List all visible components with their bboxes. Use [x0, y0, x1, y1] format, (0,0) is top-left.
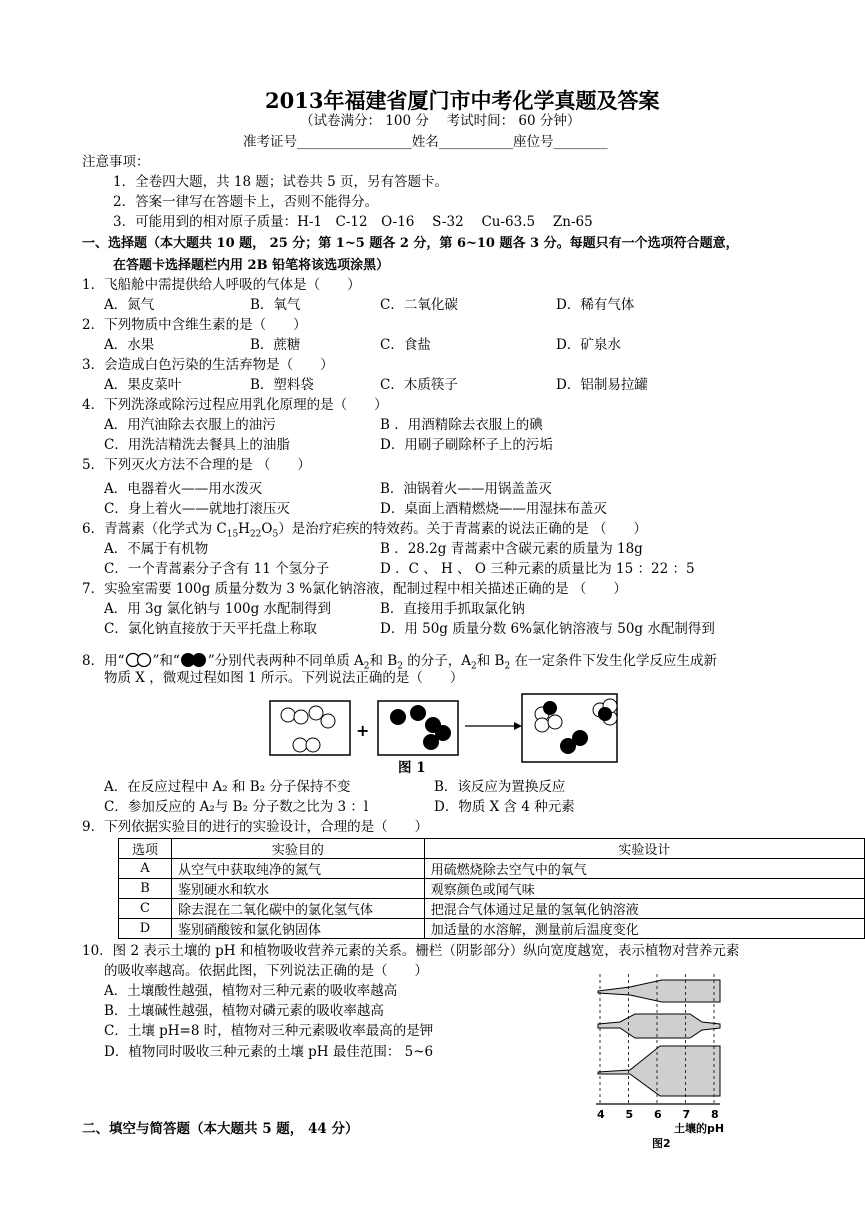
option-c: C．氯化钠直接放于天平托盘上称取	[104, 621, 317, 637]
note-item: 1．全卷四大题，共 18 题；试卷共 5 页，另有答题卡。	[113, 174, 449, 190]
question-stem: 3．会造成白色污染的生活弃物是（ ）	[82, 357, 334, 373]
table-header-row	[119, 839, 865, 859]
question-stem: 7．实验室需要 100g 质量分数为 3 %氯化钠溶液，配制过程中相关描述正确的是 （ ）	[82, 581, 627, 597]
option-b: B．蔗糖	[250, 337, 301, 353]
subscript: 2	[504, 661, 511, 672]
stem-text: 在一定条件下发生化学反应生成新	[510, 653, 717, 669]
option-c: C．用洗洁精洗去餐具上的油脂	[104, 437, 290, 453]
candidate-info-line: 准考证号_________________姓名___________座位号________	[243, 134, 608, 150]
table-cell: A	[119, 859, 172, 879]
option-a: A．水果	[104, 337, 155, 353]
option-d: D．铝制易拉罐	[556, 377, 648, 393]
figure-1-caption: 图 1	[398, 760, 426, 776]
stem-text: ”分别代表两种不同单质 A	[207, 653, 364, 669]
ph-tick-label: 4	[597, 1108, 605, 1121]
question-stem: 1．飞船舱中需提供给人呼吸的气体是（ ）	[82, 277, 361, 293]
option-b: B．土壤碱性越强，植物对磷元素的吸收率越高	[104, 1003, 384, 1019]
option-d: D．植物同时吸收三种元素的土壤 pH 最佳范围： 5~6	[104, 1044, 434, 1060]
table-cell: C	[119, 899, 172, 919]
experiment-table	[118, 838, 865, 939]
reactant-box-b2	[378, 701, 458, 755]
option-c: C．参加反应的 A₂与 B₂ 分子数之比为 3 ：l	[104, 799, 369, 815]
option-b: B．该反应为置换反应	[434, 779, 566, 795]
note-item: 2．答案一律写在答题卡上，否则不能得分。	[113, 194, 379, 210]
question-stem: 5．下列灭火方法不合理的是 （ ）	[82, 457, 311, 473]
table-cell: 用硫燃烧除去空气中的氧气	[424, 859, 864, 879]
ph-tick-label: 5	[625, 1108, 634, 1121]
figure-1-product-box	[520, 690, 620, 766]
question-stem: 2．下列物质中含维生素的是（ ）	[82, 317, 307, 333]
subscript: 22	[249, 529, 262, 540]
option-a: A．不属于有机物	[104, 541, 209, 557]
column-header: 实验目的	[171, 839, 424, 859]
reactant-box-a2	[270, 701, 350, 755]
section-heading-cont: 在答题卡选择题栏内用 2B 铅笔将该选项涂黑）	[113, 258, 390, 273]
table-row	[119, 879, 865, 899]
option-a: A．用汽油除去衣服上的油污	[104, 417, 276, 433]
stem-text: H	[238, 521, 250, 537]
option-d: D．用刷子刷除杯子上的污垢	[380, 437, 553, 453]
open-circles-icon	[125, 652, 153, 668]
question-stem	[82, 652, 717, 672]
option-d: D．物质 X 含 4 种元素	[434, 799, 575, 815]
subscript: 15	[226, 529, 239, 540]
question-stem	[82, 523, 647, 540]
stem-text: ”和“	[152, 653, 180, 669]
table-row	[119, 899, 865, 919]
option-c: C．食盐	[380, 337, 431, 353]
notes-header: 注意事项：	[82, 154, 150, 170]
option-a: A．在反应过程中 A₂ 和 B₂ 分子保持不变	[104, 779, 351, 795]
table-cell: 加适量的水溶解，测量前后温度变化	[424, 919, 864, 939]
subscript: 5	[272, 529, 279, 540]
figure-1-reaction-diagram	[268, 693, 558, 763]
table-row	[119, 919, 865, 939]
option-d: D．用 50g 质量分数 6%氯化钠溶液与 50g 水配制得到	[380, 621, 715, 637]
option-c: C．一个青蒿素分子含有 11 个氢分子	[104, 561, 330, 577]
option-c: C．木质筷子	[380, 377, 458, 393]
exam-info: （试卷满分： 100 分 考试时间： 60 分钟）	[300, 113, 581, 129]
stem-text: O	[261, 521, 273, 537]
table-cell: 从空气中获取纯净的氮气	[171, 859, 424, 879]
option-a: A．氮气	[104, 297, 155, 313]
option-d: D．稀有气体	[556, 297, 635, 313]
table-cell: 除去混在二氧化碳中的氯化氢气体	[171, 899, 424, 919]
ph-tick-label: 7	[682, 1108, 691, 1121]
subscript: 2	[471, 661, 477, 672]
page-title: 2013年福建省厦门市中考化学真题及答案	[265, 88, 660, 113]
stem-text: 6．青蒿素（化学式为 C	[82, 521, 227, 537]
table-cell: D	[119, 919, 172, 939]
subscript: 2	[363, 661, 370, 672]
x-axis-label: 土壤的pH	[674, 1122, 725, 1135]
figure-2-ph-absorption	[590, 972, 730, 1152]
option-b: B ．28.2g 青蒿素中含碳元素的质量为 18g	[380, 541, 643, 557]
table-cell: 把混合气体通过足量的氢氧化钠溶液	[424, 899, 864, 919]
note-item: 3．可能用到的相对原子质量：H-1 C-12 O-16 S-32 Cu-63.5 Zn-65	[113, 214, 593, 230]
section-heading: 一、选择题（本大题共 10 题， 25 分；第 1~5 题各 2 分，第 6~10 题各 3 分。每题只有一个选项符合题意，	[82, 236, 739, 251]
option-d: D ．C 、 H 、 O 三种元素的质量比为 15 ：22 ：5	[380, 561, 695, 577]
option-d: D．桌面上酒精燃烧——用湿抹布盖灭	[380, 501, 607, 517]
option-d: D．矿泉水	[556, 337, 621, 353]
question-stem-cont: 的吸收率越高。依据此图，下列说法正确的是（ ）	[104, 963, 428, 979]
column-header: 实验设计	[424, 839, 864, 859]
filled-circles-icon	[180, 652, 208, 668]
column-header: 选项	[119, 839, 172, 859]
option-b: B．油锅着火——用锅盖盖灭	[380, 481, 552, 497]
question-stem: 10．图 2 表示土壤的 pH 和植物吸收营养元素的关系。栅栏（阴影部分）纵向宽度越宽，表示植物对营养元素	[82, 943, 740, 959]
ph-tick-label: 8	[711, 1108, 719, 1121]
band-potassium	[598, 1046, 720, 1096]
option-a: A．电器着火——用水泼灭	[104, 481, 263, 497]
table-cell: 鉴别硬水和软水	[171, 879, 424, 899]
stem-text: 和 B	[369, 653, 398, 669]
option-b: B ．用酒精除去衣服上的碘	[380, 417, 543, 433]
question-stem-cont: 物质 X ，微观过程如图 1 所示。下列说法正确的是（ ）	[104, 670, 464, 686]
stem-text: ）是治疗疟疾的特效药。关于青蒿素的说法正确的是 （ ）	[278, 521, 648, 537]
table-cell: 观察颜色或闻气味	[424, 879, 864, 899]
question-stem: 9．下列依据实验目的进行的实验设计，合理的是（ ）	[82, 819, 429, 835]
option-c: C．二氧化碳	[380, 297, 458, 313]
option-a: A．用 3g 氯化钠与 100g 水配制得到	[104, 601, 332, 617]
ph-tick-label: 6	[654, 1108, 662, 1121]
option-a: A．果皮菜叶	[104, 377, 182, 393]
option-c: C．土壤 pH=8 时，植物对三种元素吸收率最高的是钾	[104, 1023, 434, 1039]
question-stem: 4．下列洗涤或除污过程应用乳化原理的是（ ）	[82, 397, 388, 413]
stem-text: 和 B	[476, 653, 505, 669]
table-cell: 鉴别硝酸铵和氯化钠固体	[171, 919, 424, 939]
figure-2-caption: 图2	[652, 1137, 671, 1150]
band-nitrogen	[598, 980, 720, 1002]
stem-text: 8．用“	[82, 653, 125, 669]
plus-sign: +	[356, 721, 370, 740]
section-heading: 二、填空与简答题（本大题共 5 题， 44 分）	[82, 1121, 359, 1137]
option-a: A．土壤酸性越强，植物对三种元素的吸收率越高	[104, 983, 398, 999]
stem-text: 的分子，A	[402, 653, 471, 669]
subscript: 2	[397, 661, 403, 672]
option-b: B．直接用手抓取氯化钠	[380, 601, 525, 617]
option-c: C．身上着火——就地打滚压灭	[104, 501, 290, 517]
band-phosphorus	[598, 1014, 720, 1038]
table-row	[119, 859, 865, 879]
option-b: B．氧气	[250, 297, 301, 313]
table-cell: B	[119, 879, 172, 899]
option-b: B．塑料袋	[250, 377, 314, 393]
